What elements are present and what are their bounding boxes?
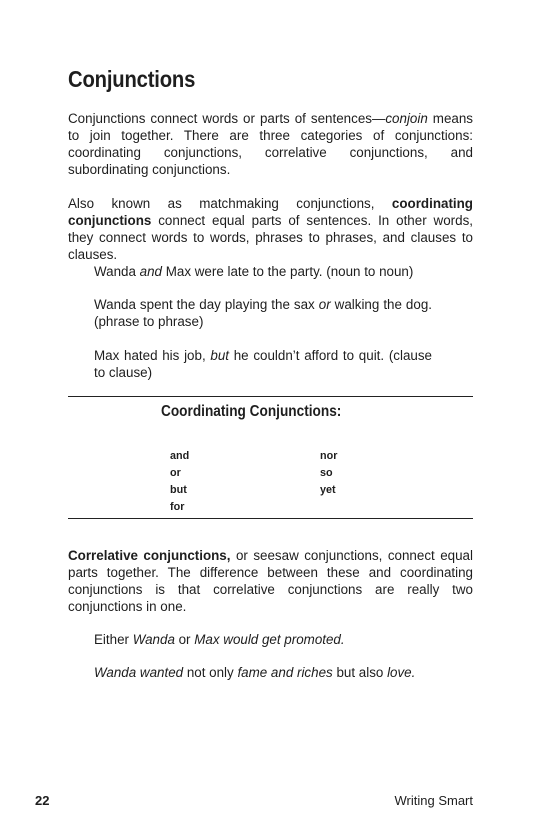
example-text: Max were late to the party. (noun to noun) (162, 264, 414, 279)
example-text: he couldn’t afford to quit. (clause to clause) (94, 348, 433, 380)
example-text: Max hated his job, (94, 348, 211, 363)
running-footer-title: Writing Smart (394, 793, 473, 808)
conjunction-list-right (320, 448, 337, 499)
page (68, 0, 473, 840)
example-text: Wanda spent the day playing the sax (94, 297, 319, 312)
box-top-rule (68, 396, 473, 397)
example-conjunction: and (139, 264, 162, 279)
list-item: and (170, 450, 190, 462)
example-text: walking the dog. (phrase to phrase) (94, 297, 432, 329)
correlative-term: Correlative conjunctions, (68, 548, 231, 563)
example-emphasis: Wanda (132, 632, 175, 647)
list-item: so (320, 467, 333, 479)
coordinating-paragraph (68, 195, 473, 263)
example-text: Either (94, 632, 133, 647)
example-text: not only (183, 665, 238, 680)
intro-paragraph (68, 110, 473, 178)
list-item: nor (320, 450, 338, 462)
example-text: Wanda (94, 264, 140, 279)
example-noun-to-noun (94, 263, 432, 280)
example-conjunction: but (210, 348, 230, 363)
example-text: but also (332, 665, 388, 680)
box-heading: Coordinating Conjunctions: (161, 403, 342, 420)
list-item: but (170, 484, 187, 496)
correlative-paragraph (68, 547, 473, 615)
list-item: for (170, 501, 185, 513)
list-item: or (170, 467, 181, 479)
example-emphasis: love. (387, 665, 416, 680)
intro-text-2: means to join together. There are three categories of conjunctions: coordinating conjunctions, correlative conjunctions, and subordinating conjunctions. (68, 111, 473, 177)
list-item: yet (320, 484, 336, 496)
box-bottom-rule (68, 518, 473, 519)
example-text: or (174, 632, 195, 647)
correlative-example-not-only (94, 664, 432, 681)
example-conjunction: or (318, 297, 331, 312)
intro-text-1: Conjunctions connect words or parts of sentences— (68, 111, 386, 126)
page-title: Conjunctions (68, 66, 196, 92)
coordinating-text-1: Also known as matchmaking conjunctions, (68, 196, 392, 211)
example-clause-to-clause (94, 347, 432, 381)
correlative-text: or seesaw conjunctions, connect equal parts together. The difference between these and coordinating conjunctions is that correlative conjunctions are really two conjunctions in one. (68, 548, 473, 614)
conjunction-list-left (170, 448, 189, 516)
coordinating-term: coordinating conjunctions (68, 196, 473, 228)
page-number: 22 (35, 793, 50, 808)
example-emphasis: Wanda wanted (94, 665, 184, 680)
coordinating-text-2: connect equal parts of sentences. In other words, they connect words to words, phrases to phrases, and clauses to clauses. (68, 213, 473, 262)
example-emphasis: Max would get promoted. (194, 632, 345, 647)
intro-emphasis: conjoin (385, 111, 428, 126)
correlative-example-either-or (94, 631, 432, 648)
example-phrase-to-phrase (94, 296, 432, 330)
example-emphasis: fame and riches (237, 665, 333, 680)
